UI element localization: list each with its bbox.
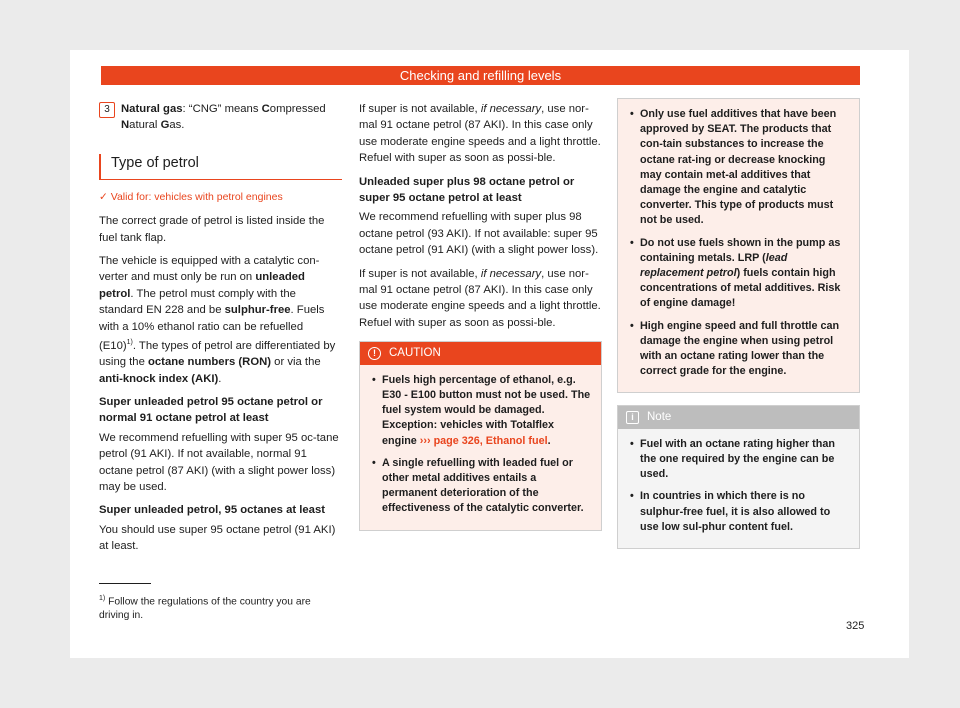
caution-body <box>360 365 601 530</box>
text: Do not use fuels shown in the pump as containing metals. LRP ( <box>640 236 841 264</box>
footnote-mark: 1) <box>99 595 106 602</box>
footnote <box>99 592 342 623</box>
text: ) fuels contain high concentrations of metal additives. Risk of engine damage! <box>640 267 841 310</box>
text: sulphur-free <box>224 304 291 317</box>
subheading: Unleaded super plus 98 octane petrol or super 95 octane petrol at least <box>359 175 575 205</box>
paragraph <box>99 253 342 387</box>
text: . Fuels with a 10% ethanol ratio can be refuelled (E10) <box>99 304 325 352</box>
paragraph: We recommend refuelling with super 95 oc-tane petrol (91 AKI). If not available, normal 91 octane petrol (87 AKI) (with a slight power loss) may be used. <box>99 431 339 494</box>
warning-bullet: • High engine speed and full throttle can damage the engine when using petrol with an octane rating lower than the correct grade for the engine. <box>630 319 849 380</box>
text: . <box>547 434 551 447</box>
warning-bullet <box>630 236 849 312</box>
text: octane numbers (RON) <box>148 356 272 369</box>
note-header <box>618 406 859 428</box>
caution-box <box>359 341 602 530</box>
header-title: Checking and refilling levels <box>399 68 562 83</box>
text: Fuels high percentage of ethanol, e.g. E30 - E100 button must not be used. The fuel system would be damaged. Exception: vehicles with Totalflex engine <box>382 373 591 447</box>
text: , use nor-mal 91 octane petrol (87 AKI). In this case only use moderate engine speeds and a light throttle. Refuel with super as soon as possi-ble. <box>359 267 601 329</box>
page-header <box>101 66 860 85</box>
validity-text: Valid for: vehicles with petrol engines <box>110 190 283 203</box>
text: : “CNG” means <box>182 103 262 115</box>
text: anti-knock index (AKI) <box>99 372 219 385</box>
natural-gas-item <box>99 101 342 134</box>
text: If super is not available, <box>359 103 481 115</box>
note-bullet: • Fuel with an octane rating higher than the one required by the engine can be used. <box>630 437 849 483</box>
text: ompressed <box>269 103 326 115</box>
warning-bullet: • Only use fuel additives that have been approved by SEAT. The products that con-tain substances to increase the octane rat-ing or decrease knocking may contain met-al additives that damage the engine and catalytic converter. This type of products must not be used. <box>630 107 849 229</box>
footnote-ref: 1) <box>126 339 133 347</box>
text: . <box>218 372 222 385</box>
text: lead replacement petrol <box>640 251 788 280</box>
page-link[interactable]: ››› page 326, Ethanol fuel <box>419 434 548 447</box>
subheading: Super unleaded petrol 95 octane petrol or normal 91 octane petrol at least <box>99 396 323 425</box>
column-middle <box>359 101 602 531</box>
footnote-divider <box>99 583 151 584</box>
text: . The types of petrol are differentiated by using the <box>99 339 336 369</box>
info-icon: i <box>626 411 639 424</box>
caution-icon: ! <box>368 347 381 360</box>
paragraph: We recommend refuelling with super plus 98 octane petrol (93 AKI). If not available: super 95 octane petrol (91 AKI) (with a slight power loss). <box>359 211 599 257</box>
note-body <box>618 429 859 548</box>
text: N <box>121 119 130 132</box>
caution-bullet: • A single refuelling with leaded fuel or other metal additives entails a permanent deterioration of the effectiveness of the catalytic converter. <box>372 456 591 517</box>
item-number-badge: 3 <box>99 102 115 118</box>
text: . The petrol must comply with the standard EN 228 and be <box>99 287 296 317</box>
text: or via the <box>271 356 321 369</box>
section-title: Type of petrol <box>99 154 342 180</box>
warning-box <box>617 98 860 393</box>
paragraph <box>359 266 602 332</box>
validity-note <box>99 189 342 205</box>
paragraph: The correct grade of petrol is listed inside the fuel tank flap. <box>99 215 325 244</box>
footnote-text: Follow the regulations of the country you are driving in. <box>99 596 311 622</box>
column-right <box>617 98 860 549</box>
caution-bullet <box>372 373 591 449</box>
text: as. <box>169 119 185 132</box>
text: G <box>160 119 170 132</box>
column-left <box>99 101 342 562</box>
note-title: Note <box>647 411 672 424</box>
paragraph: You should use super 95 octane petrol (91 AKI) at least. <box>99 523 336 553</box>
text: If super is not available, <box>359 267 481 280</box>
paragraph <box>359 101 602 167</box>
text: unleaded petrol <box>99 271 305 300</box>
note-box <box>617 405 860 549</box>
caution-header <box>360 342 601 364</box>
page-number: 325 <box>846 620 865 632</box>
text: if necessary <box>480 103 542 115</box>
caution-title: CAUTION <box>389 347 441 360</box>
warning-body <box>618 99 859 392</box>
text: The vehicle is equipped with a catalytic con-verter and must only be run on <box>99 255 320 284</box>
text: if necessary <box>480 267 542 280</box>
note-bullet: • In countries in which there is no sulphur-free fuel, it is also allowed to use low sul-phur content fuel. <box>630 489 849 535</box>
text: atural <box>129 119 161 132</box>
text: , use nor-mal 91 octane petrol (87 AKI). In this case only use moderate engine speeds and a light throttle. Refuel with super as soon as possi-ble. <box>359 103 601 165</box>
natural-gas-term: Natural gas <box>121 103 183 115</box>
text: C <box>261 103 270 115</box>
check-icon: ✓ <box>99 190 108 203</box>
subheading: Super unleaded petrol, 95 octanes at least <box>99 504 326 517</box>
